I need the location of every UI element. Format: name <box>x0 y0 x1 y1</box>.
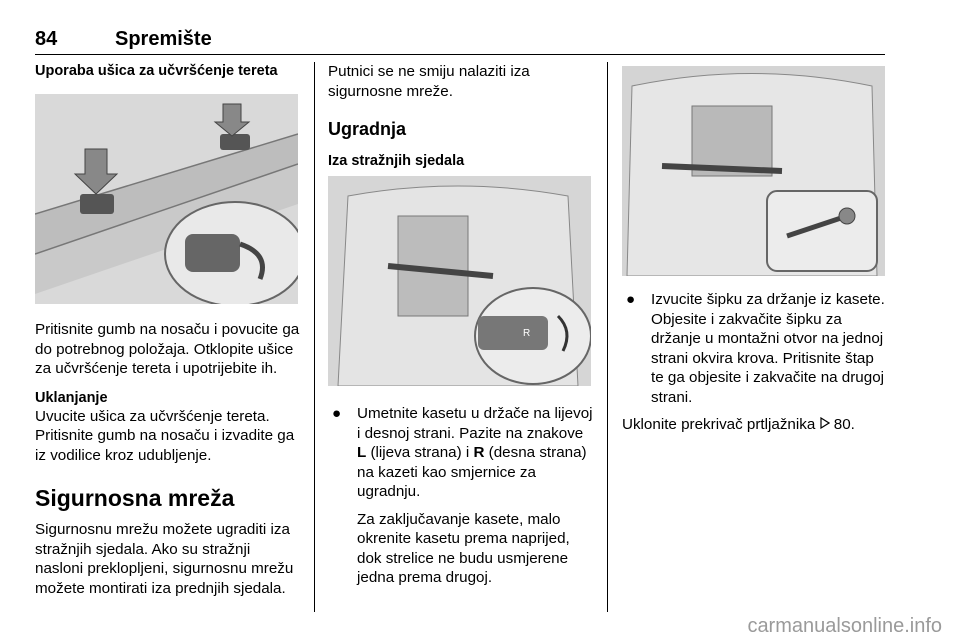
bullet-text-part: (lijeva strana) i <box>366 444 474 461</box>
bullet-text: Izvucite šipku za držanje iz kasete. Objesite i zakvačite šipku za držanje u montažni otvor na jednoj strani okvira krova. Pritisnite štap te ga objesite i zakvačite na drugoj strani. <box>651 291 885 406</box>
paragraph: Putnici se ne smiju nalaziti iza sigurnosne mreže. <box>328 63 530 100</box>
cassette-label: R <box>523 328 531 339</box>
cargo-rail-drawing <box>35 94 298 304</box>
illustration-cassette-install <box>328 176 591 386</box>
paragraph <box>622 415 887 435</box>
chapter-title: Spremište <box>115 28 212 50</box>
column-divider <box>607 62 608 612</box>
bullet-text-part: Umetnite kasetu u držače na lijevoj i desnoj strani. Pazite na znakove <box>357 405 593 442</box>
page-header <box>35 28 885 55</box>
page-reference[interactable]: 80. <box>833 416 855 433</box>
label-left: L <box>357 444 367 461</box>
cassette-drawing <box>328 176 591 386</box>
bullet-symbol: ● <box>626 291 636 308</box>
watermark: carmanualsonline.info <box>747 615 942 637</box>
subheading: Uklanjanje <box>35 389 108 406</box>
paragraph: Pritisnite gumb na nosaču i povucite ga do potrebnog položaja. Otklopite ušice za učvršćenje tereta i upotrijebite ih. <box>35 321 300 377</box>
sub-paragraph: Za zaključavanje kasete, malo okrenite kasetu prema naprijed, dok strelice ne budu usmjerene jedna prema drugoj. <box>357 510 570 586</box>
illustration-cargo-rails <box>35 94 298 304</box>
subheading: Iza stražnjih sjedala <box>328 153 465 169</box>
illustration-net-hook <box>622 66 885 276</box>
column-1 <box>35 62 300 598</box>
section-heading: Ugradnja <box>328 119 407 139</box>
section-title: Sigurnosna mreža <box>35 485 235 511</box>
bullet-text <box>357 404 593 502</box>
label-right: R <box>473 444 485 461</box>
column-2 <box>328 62 593 588</box>
list-item <box>622 290 887 407</box>
paragraph-text: Uklonite prekrivač prtljažnika <box>622 416 816 433</box>
section-heading: Uporaba ušica za učvršćenje tereta <box>35 63 278 79</box>
list-item <box>328 404 593 502</box>
paragraph: Uvucite ušica za učvršćenje tereta. Pritisnite gumb na nosaču i izvadite ga iz vodilice kroz udubljenje. <box>35 407 295 464</box>
net-hook-drawing <box>622 66 885 276</box>
column-divider <box>314 62 315 612</box>
page-number: 84 <box>35 28 58 50</box>
paragraph: Sigurnosnu mrežu možete ugraditi iza stražnjih sjedala. Ako su stražnji nasloni preklopljeni, sigurnosnu mrežu možete montirati iza prednjih sjedala. <box>35 521 294 597</box>
column-3 <box>622 62 887 435</box>
triangle-right-icon <box>820 415 830 435</box>
bullet-symbol: ● <box>332 405 342 422</box>
bullet-text-part: (desna strana) na kazeti kao smjernice za ugradnju. <box>357 444 587 500</box>
